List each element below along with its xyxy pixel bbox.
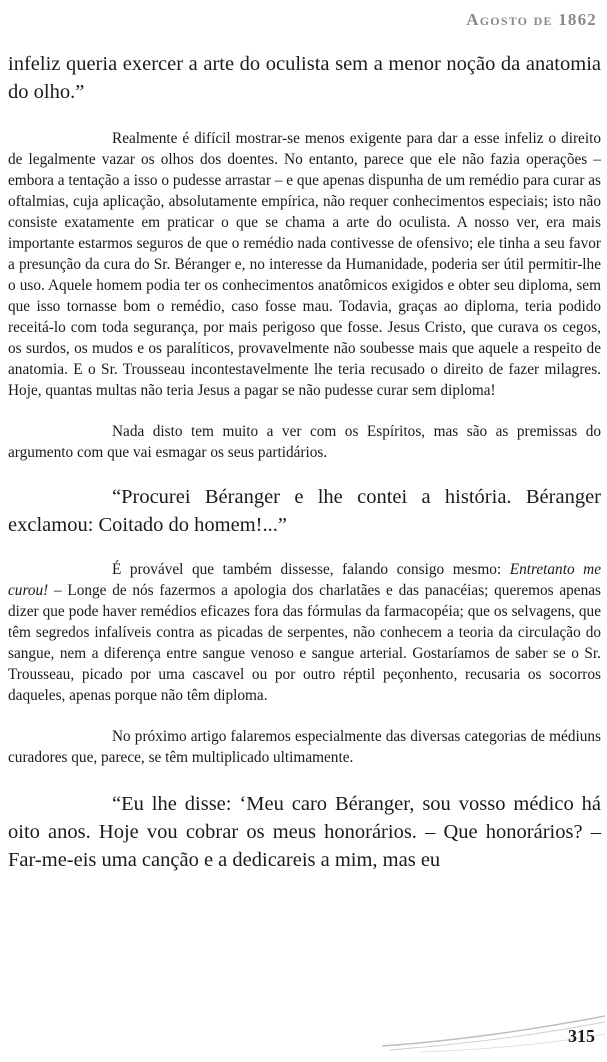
page-number: 315 xyxy=(568,1026,595,1046)
commentary-paragraph: Nada disto tem muito a ver com os Espíritos, mas são as premissas do argumento com que vai esmagar os seus partidários. xyxy=(8,423,601,461)
quote-paragraph: “Eu lhe disse: ‘Meu caro Béranger, sou vosso médico há oito anos. Hoje vou cobrar os meus honorários. – Que honorários? – Far-me-eis uma canção e a dedicareis a mim, mas eu xyxy=(8,793,601,871)
quote-paragraph: infeliz queria exercer a arte do oculista sem a menor noção da anatomia do olho.” xyxy=(8,53,601,103)
commentary-paragraph xyxy=(8,559,601,706)
commentary-paragraph: Realmente é difícil mostrar-se menos exigente para dar a esse infeliz o direito de legalmente vazar os olhos dos doentes. No entanto, parece que ele não fazia operações – embora a tentação a isso o pudesse arrastar – e que apenas dispunha de um remédio para curar as oftalmias, cuja aplicação, absolutamente empírica, não requer conhecimentos especiais; isto não consiste exatamente em praticar o que se chama a arte do oculista. A nosso ver, era mais importante estarmos seguros de que o remédio nada contivesse de ofensivo; ele tinha a seu favor a presunção da cura do Sr. Béranger e, no interesse da Humanidade, poderia ser útil permitir-lhe o uso. Aquele homem podia ter os conhecimentos anatômicos exigidos e obter seu diploma, sem que isso tornasse bom o remédio, caso fosse mau. Todavia, graças ao diploma, teria podido receitá-lo com toda segurança, por mais perigoso que fosse. Jesus Cristo, que curava os cegos, os surdos, os mudos e os paralíticos, provavelmente não soubesse mais que aquele a respeito de anatomia. E o Sr. Trousseau incontestavelmente lhe teria recusado o direito de fazer milagres. Hoje, quantas multas não teria Jesus a pagar se não pudesse curar sem diploma! xyxy=(8,130,601,399)
text-run: É provável que também dissesse, falando consigo mesmo: xyxy=(112,561,510,578)
italic-text: Entretanto me curou! xyxy=(8,561,601,599)
commentary-paragraph: No próximo artigo falaremos especialmente das diversas categorias de médiuns curadores que, parece, se têm multiplicado ultimamente. xyxy=(8,728,601,766)
body-text xyxy=(8,50,601,874)
text-run: – Longe de nós fazermos a apologia dos charlatães e das panacéias; queremos apenas dizer que pode haver remédios eficazes fora das fórmulas da farmacopéia; que os selvagens, que têm segredos infalíveis contra as picadas de serpentes, não conhecem a teoria da circulação do sangue, nem a diferença entre sangue venoso e sangue arterial. Gostaríamos de saber se o Sr. Trousseau, picado por uma cascavel ou por outro réptil peçonhento, recusaria os socorros daqueles, apenas porque não têm diploma. xyxy=(8,582,601,704)
quote-paragraph: “Procurei Béranger e lhe contei a história. Béranger exclamou: Coitado do homem!...” xyxy=(8,486,601,536)
running-head: Agosto de 1862 xyxy=(466,10,597,29)
